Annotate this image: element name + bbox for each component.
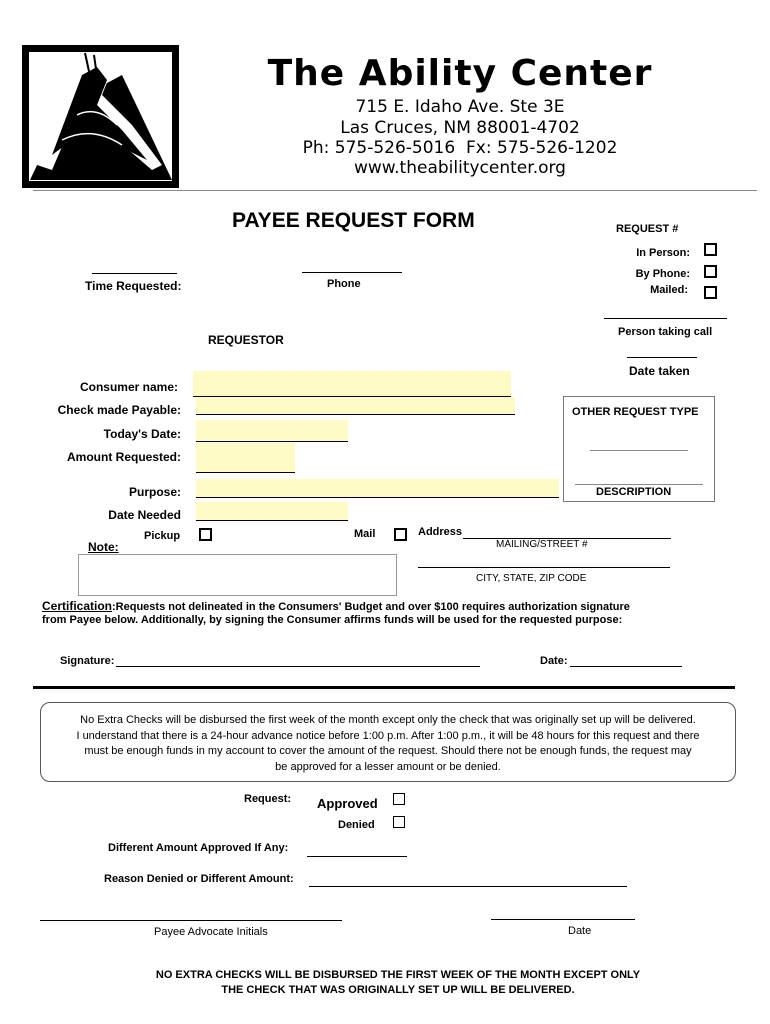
denied-checkbox[interactable] — [393, 816, 405, 828]
payee-initials-label: Payee Advocate Initials — [154, 926, 268, 938]
address-line-1: 715 E. Idaho Ave. Ste 3E — [355, 97, 565, 117]
todays-date-label: Today's Date: — [103, 427, 181, 441]
note-label: Note: — [88, 540, 119, 554]
note-box[interactable] — [78, 554, 397, 596]
address-line-2: Las Cruces, NM 88001-4702 — [340, 118, 580, 138]
city-state-zip-label: CITY, STATE, ZIP CODE — [476, 573, 587, 584]
reason-field[interactable] — [309, 886, 627, 887]
logo — [22, 45, 179, 188]
org-name: The Ability Center — [267, 53, 653, 94]
requestor-label: REQUESTOR — [208, 333, 284, 347]
approved-label: Approved — [317, 796, 378, 811]
header-divider — [33, 190, 757, 191]
description-label: DESCRIPTION — [596, 486, 672, 498]
notice-line-2: I understand that there is a 24-hour advance notice before 1:00 p.m. After 1:00 p.m., it will be 48 hours for this request and there — [76, 730, 700, 742]
website: www.theabilitycenter.org — [354, 158, 566, 178]
footer-line-2: THE CHECK THAT WAS ORIGINALLY SET UP WILL BE DELIVERED. — [221, 984, 575, 996]
denied-label: Denied — [338, 819, 375, 831]
signature-date-label: Date: — [540, 655, 568, 667]
person-taking-call-label: Person taking call — [618, 326, 713, 338]
other-request-type-label: OTHER REQUEST TYPE — [572, 406, 699, 418]
time-requested-field[interactable] — [92, 273, 177, 274]
description-line[interactable] — [575, 484, 703, 485]
other-request-type-field[interactable] — [590, 450, 688, 451]
certification-heading: Certification — [42, 599, 113, 613]
phone-fax: Ph: 575-526-5016 Fx: 575-526-1202 — [302, 138, 618, 158]
notice-line-4: be approved for a lesser amount or be denied. — [275, 761, 501, 773]
todays-date-input[interactable] — [196, 420, 348, 442]
request-number-label: REQUEST # — [616, 223, 679, 235]
approval-date-field[interactable] — [491, 919, 635, 920]
different-amount-label: Different Amount Approved If Any: — [108, 842, 289, 854]
certification-line-2: from Payee below. Additionally, by signing the Consumer affirms funds will be used for the requested purpose: — [42, 614, 623, 626]
signature-field[interactable] — [116, 666, 480, 667]
payee-initials-field[interactable] — [40, 920, 342, 921]
section-divider — [33, 686, 735, 689]
check-payable-input[interactable] — [196, 397, 515, 415]
date-needed-input[interactable] — [196, 502, 348, 521]
date-needed-label: Date Needed — [108, 508, 181, 522]
pickup-checkbox[interactable] — [199, 528, 212, 541]
check-payable-label: Check made Payable: — [57, 403, 181, 417]
different-amount-field[interactable] — [307, 856, 407, 857]
by-phone-checkbox[interactable] — [704, 265, 717, 278]
eagle-mountain-logo — [22, 45, 179, 188]
consumer-name-input[interactable] — [193, 371, 511, 397]
approved-checkbox[interactable] — [393, 793, 405, 805]
reason-label: Reason Denied or Different Amount: — [104, 873, 294, 885]
address-city-field[interactable] — [418, 567, 670, 568]
consumer-name-label: Consumer name: — [79, 380, 178, 394]
mailed-label: Mailed: — [650, 284, 688, 296]
mail-checkbox[interactable] — [394, 528, 407, 541]
person-taking-call-field[interactable] — [604, 318, 727, 319]
request-label: Request: — [244, 793, 292, 805]
amount-requested-input[interactable] — [196, 443, 295, 473]
in-person-checkbox[interactable] — [704, 243, 717, 256]
by-phone-label: By Phone: — [635, 268, 690, 280]
approval-date-label: Date — [568, 925, 592, 937]
certification-text — [42, 599, 742, 613]
date-taken-field[interactable] — [627, 357, 697, 358]
pickup-label: Pickup — [144, 530, 181, 542]
signature-date-field[interactable] — [570, 666, 682, 667]
phone-label: Phone — [327, 278, 361, 290]
in-person-label: In Person: — [636, 247, 690, 259]
form-title: PAYEE REQUEST FORM — [232, 209, 475, 232]
purpose-label: Purpose: — [128, 485, 181, 499]
notice-line-1: No Extra Checks will be disbursed the first week of the month except only the check that was originally set up will be delivered. — [80, 714, 696, 726]
mailing-street-label: MAILING/STREET # — [496, 539, 588, 550]
mail-label: Mail — [354, 528, 376, 540]
certification-line-1: :Requests not delineated in the Consumers' Budget and over $100 requires authorization signature — [112, 601, 630, 613]
address-label: Address — [418, 526, 463, 538]
purpose-input[interactable] — [196, 479, 559, 498]
mailed-checkbox[interactable] — [704, 286, 717, 299]
date-taken-label: Date taken — [629, 364, 690, 378]
footer-line-1: NO EXTRA CHECKS WILL BE DISBURSED THE FIRST WEEK OF THE MONTH EXCEPT ONLY — [155, 969, 641, 981]
signature-label: Signature: — [60, 655, 115, 667]
phone-field[interactable] — [302, 272, 402, 273]
amount-requested-label: Amount Requested: — [67, 450, 181, 464]
time-requested-label: Time Requested: — [85, 279, 182, 293]
notice-line-3: must be enough funds in my account to cover the amount of the request. Should there not be enough funds, the request may — [84, 745, 692, 757]
